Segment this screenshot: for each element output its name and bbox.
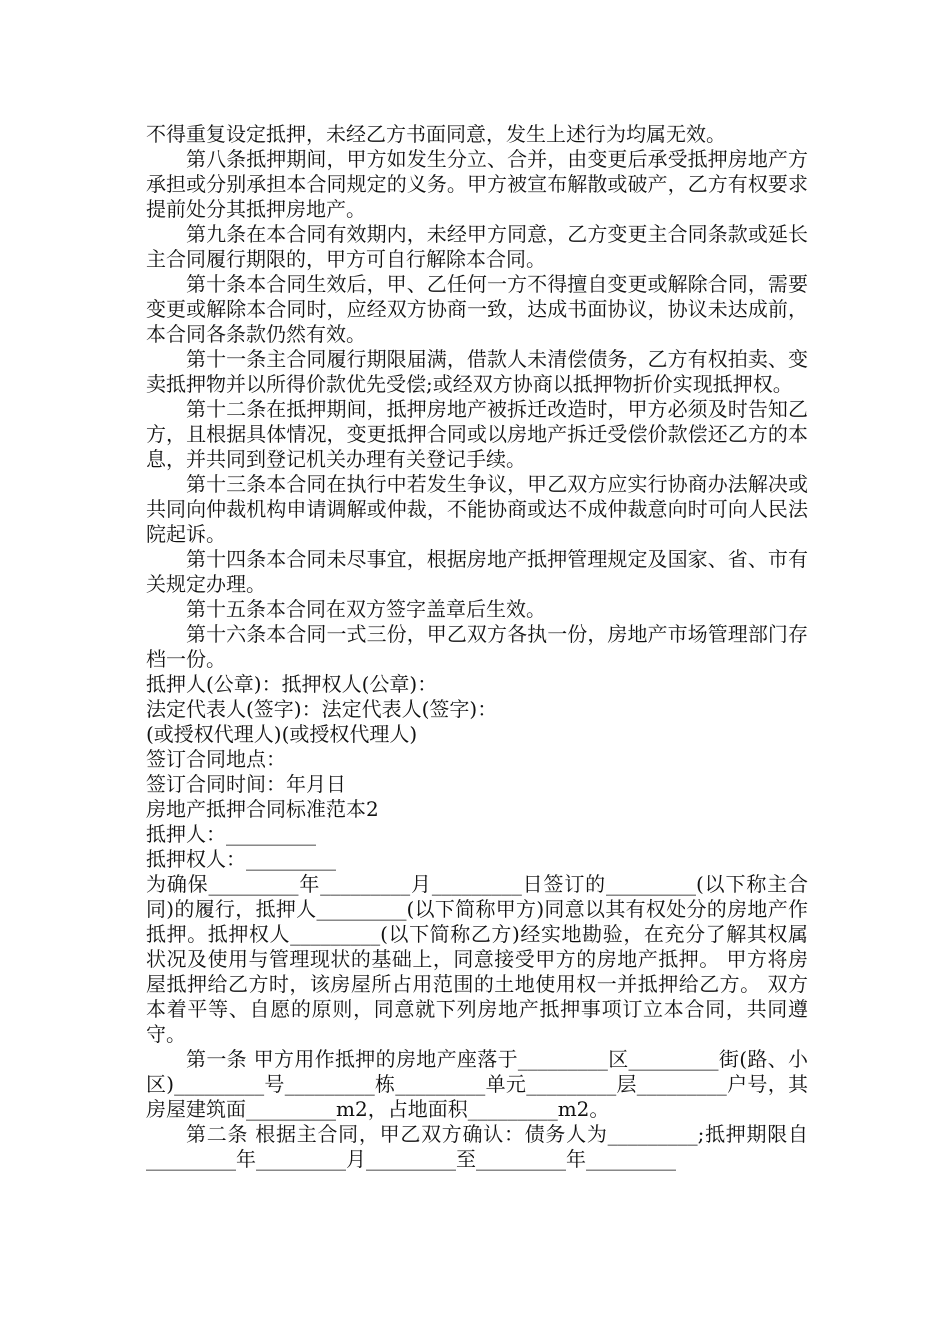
paragraph-article-9: 第九条在本合同有效期内，未经甲方同意，乙方变更主合同条款或延长主合同履行期限的，甲方可自行解除本合同。 — [146, 222, 808, 271]
paragraph-article-13: 第十三条本合同在执行中若发生争议，甲乙双方应实行协商办法解决或共同向仲裁机构申请调解或仲裁，不能协商或达不成仲裁意向时可向人民法院起诉。 — [146, 472, 808, 546]
signing-place: 签订合同地点： — [146, 747, 286, 771]
paragraph-article-11: 第十一条主合同履行期限届满，借款人未清偿债务，乙方有权拍卖、变卖抵押物并以所得价款优先受偿;或经双方协商以抵押物折价实现抵押权。 — [146, 347, 808, 396]
signing-date: 签订合同时间：年月日 — [146, 772, 346, 796]
mortgagee-line: 抵押权人：_________ — [146, 847, 336, 871]
paragraph-article-14: 第十四条本合同未尽事宜，根据房地产抵押管理规定及国家、省、市有关规定办理。 — [146, 547, 808, 596]
signature-line-agent: (或授权代理人)(或授权代理人) — [146, 722, 418, 746]
preamble-paragraph: 为确保_________年_________月_________日签订的_________(以下称主合同)的履行，抵押人_________(以下简称甲方)同意以其有权处分的房地产作抵押。抵押权人_________(以下简称乙方)经实地勘验，在充分了解其权属状况及使用与管理现状的基础上，同意接受甲方的房地产抵押。 甲方将房屋抵押给乙方时，该房屋所占用范围的土地使用权一并抵押给乙方。 双方本着平等、自愿的原则，同意就下列房地产抵押事项订立本合同，共同遵守。 — [146, 872, 808, 1046]
paragraph-1: 不得重复设定抵押，未经乙方书面同意，发生上述行为均属无效。 — [146, 122, 726, 146]
signature-line-representative: 法定代表人(签字)：法定代表人(签字)： — [146, 697, 498, 721]
paragraph-article-15: 第十五条本合同在双方签字盖章后生效。 — [186, 597, 546, 621]
paragraph-article-12: 第十二条在抵押期间，抵押房地产被拆迁改造时，甲方必须及时告知乙方，且根据具体情况，变更抵押合同或以房地产拆迁受偿价款偿还乙方的本息，并共同到登记机关办理有关登记手续。 — [146, 397, 808, 471]
template-2-title: 房地产抵押合同标准范本2 — [146, 797, 379, 821]
paragraph-article-16: 第十六条本合同一式三份，甲乙双方各执一份，房地产市场管理部门存档一份。 — [146, 622, 808, 671]
paragraph-article-10: 第十条本合同生效后，甲、乙任何一方不得擅自变更或解除合同，需要变更或解除本合同时，应经双方协商一致，达成书面协议，协议未达成前，本合同各条款仍然有效。 — [146, 272, 808, 346]
paragraph-article-1: 第一条 甲方用作抵押的房地产座落于_________区_________街(路、小区)_________号_________栋_________单元_________层_________户号，其房屋建筑面_________m2，占地面积_________m2。 — [146, 1047, 808, 1121]
paragraph-article-2: 第二条 根据主合同，甲乙双方确认：债务人为_________;抵押期限自_________年_________月_________至_________年_________ — [146, 1122, 808, 1171]
signature-line-seal: 抵押人(公章)：抵押权人(公章)： — [146, 672, 438, 696]
document-body — [146, 122, 808, 1172]
mortgagor-line: 抵押人：_________ — [146, 822, 316, 846]
paragraph-article-8: 第八条抵押期间，甲方如发生分立、合并，由变更后承受抵押房地产方承担或分别承担本合同规定的义务。甲方被宣布解散或破产，乙方有权要求提前处分其抵押房地产。 — [146, 147, 808, 221]
